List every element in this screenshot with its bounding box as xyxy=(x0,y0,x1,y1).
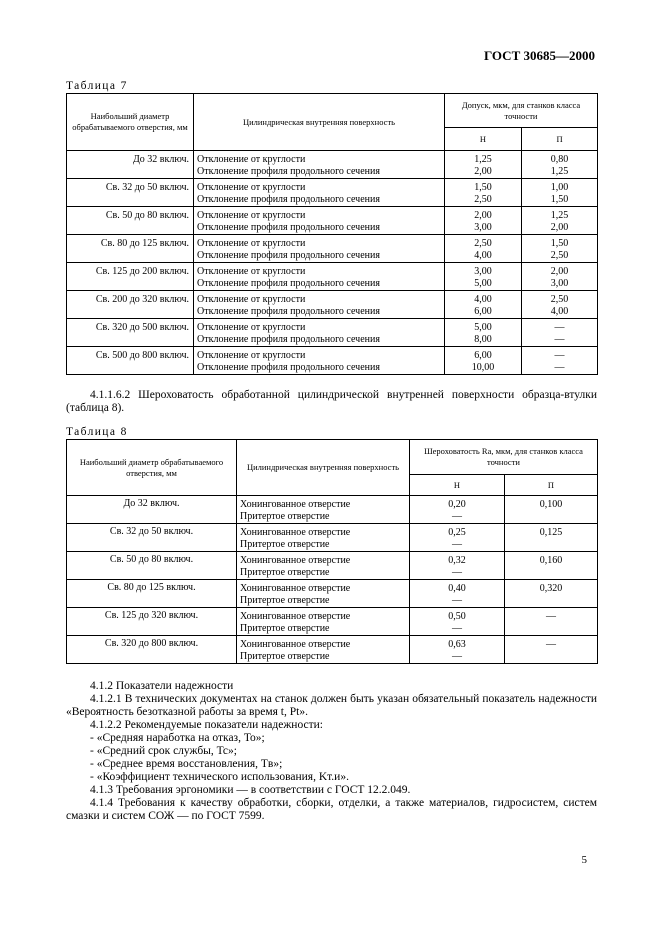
surface-line: Хонингованное отверстие xyxy=(240,639,351,650)
surface-line: Хонингованное отверстие xyxy=(240,611,351,622)
surface-line: Хонингованное отверстие xyxy=(240,555,351,566)
indicator-item: - «Средний срок службы, Tc»; xyxy=(90,745,237,757)
class-p-value xyxy=(522,319,598,347)
table-row xyxy=(67,263,598,291)
table7-head-tolerance: Допуск, мкм, для станков класса точности xyxy=(445,94,598,128)
class-p-value xyxy=(522,291,598,319)
diameter-cell: Св. 50 до 80 включ. xyxy=(67,552,237,580)
surface-line: Отклонение профиля продольного сечения xyxy=(197,362,380,373)
table8-caption: Таблица 8 xyxy=(66,426,128,438)
class-h-value xyxy=(445,151,522,179)
surface-line: Отклонение профиля продольного сечения xyxy=(197,250,380,261)
value-line: — xyxy=(452,651,462,662)
surface-line: Отклонение профиля продольного сечения xyxy=(197,278,380,289)
surface-line: Притертое отверстие xyxy=(240,623,330,634)
value-line: 2,50 xyxy=(550,250,569,261)
class-p-value xyxy=(522,263,598,291)
value-line: — xyxy=(554,362,565,373)
table-row xyxy=(67,291,598,319)
value-line: 1,50 xyxy=(550,194,569,205)
diameter-cell: Св. 80 до 125 включ. xyxy=(67,580,237,608)
surface-cell xyxy=(237,636,410,664)
table8 xyxy=(66,439,598,664)
class-h-value xyxy=(445,291,522,319)
value-line: — xyxy=(452,539,462,550)
surface-line: Отклонение от круглости xyxy=(197,210,306,221)
value-line: 0,80 xyxy=(550,154,569,165)
value-line: — xyxy=(554,322,565,333)
table7-head-diameter: Наибольший диаметр обрабатываемого отверстия, мм xyxy=(67,94,194,151)
diameter-cell: Св. 500 до 800 включ. xyxy=(67,347,194,375)
class-h-value xyxy=(410,636,505,664)
value-line: 2,00 xyxy=(550,266,569,277)
value-line: — xyxy=(452,567,462,578)
surface-cell xyxy=(194,207,445,235)
indicator-item: - «Коэффициент технического использования, Kт.и». xyxy=(90,771,349,783)
diameter-cell: До 32 включ. xyxy=(67,151,194,179)
surface-line: Притертое отверстие xyxy=(240,651,330,662)
class-p-value xyxy=(522,179,598,207)
surface-line: Отклонение от круглости xyxy=(197,294,306,305)
surface-cell xyxy=(237,496,410,524)
value-line: 0,63 xyxy=(448,639,466,650)
value-line: 4,00 xyxy=(550,306,569,317)
section-4-1-2: 4.1.2 Показатели надежности xyxy=(90,680,234,692)
indicator-item: - «Среднее время восстановления, Tв»; xyxy=(90,758,283,770)
surface-cell xyxy=(237,524,410,552)
table7 xyxy=(66,93,598,375)
table8-head-class-h: Н xyxy=(410,475,505,496)
surface-cell xyxy=(194,263,445,291)
value-line: 5,00 xyxy=(474,278,492,289)
class-h-value xyxy=(410,580,505,608)
value-line: — xyxy=(554,334,565,345)
diameter-cell: Св. 125 до 200 включ. xyxy=(67,263,194,291)
value-line: 4,00 xyxy=(474,250,492,261)
class-p-value xyxy=(522,347,598,375)
value-line: 1,25 xyxy=(550,210,569,221)
value-line: 4,00 xyxy=(474,294,492,305)
diameter-cell: До 32 включ. xyxy=(67,496,237,524)
class-h-value xyxy=(445,235,522,263)
class-p-value: 0,320 xyxy=(505,580,598,608)
value-line: 2,00 xyxy=(474,210,492,221)
value-line: 1,25 xyxy=(474,154,492,165)
value-line: — xyxy=(452,595,462,606)
diameter-cell: Св. 200 до 320 включ. xyxy=(67,291,194,319)
value-line: 5,00 xyxy=(474,322,492,333)
class-p-value: 0,125 xyxy=(505,524,598,552)
value-line: 1,50 xyxy=(550,238,569,249)
table8-head-diameter: Наибольший диаметр обрабатываемого отверстия, мм xyxy=(67,440,237,496)
surface-cell xyxy=(194,319,445,347)
value-line: 1,50 xyxy=(474,182,492,193)
section-4-1-2-2: 4.1.2.2 Рекомендуемые показатели надежности: xyxy=(90,719,323,731)
surface-line: Притертое отверстие xyxy=(240,511,330,522)
value-line: 10,00 xyxy=(471,362,495,373)
page-number: 5 xyxy=(581,854,587,866)
table-row xyxy=(67,524,598,552)
indicator-item: - «Средняя наработка на отказ, To»; xyxy=(90,732,265,744)
value-line: 1,25 xyxy=(550,166,569,177)
surface-line: Отклонение профиля продольного сечения xyxy=(197,306,380,317)
table8-head-surface: Цилиндрическая внутренняя поверхность xyxy=(237,440,410,496)
surface-cell xyxy=(237,552,410,580)
value-line: 3,00 xyxy=(474,222,492,233)
table-row xyxy=(67,151,598,179)
table-row xyxy=(67,347,598,375)
standard-header: ГОСТ 30685—2000 xyxy=(483,48,595,63)
section-4-1-2-1: 4.1.2.1 В технических документах на станок должен быть указан обязательный показатель надежности «Вероятность безотказной работы за время t, Pt». xyxy=(66,693,597,718)
class-h-value xyxy=(445,207,522,235)
class-h-value xyxy=(410,524,505,552)
value-line: — xyxy=(452,623,462,634)
class-h-value xyxy=(445,263,522,291)
value-line: 2,50 xyxy=(474,238,492,249)
roughness-paragraph: 4.1.1.6.2 Шероховатость обработанной цилиндрической внутренней поверхности образца-втулки (таблица 8). xyxy=(66,389,597,414)
value-line: — xyxy=(554,350,565,361)
value-line: 0,32 xyxy=(448,555,466,566)
table-row xyxy=(67,580,598,608)
surface-line: Отклонение от круглости xyxy=(197,238,306,249)
surface-cell xyxy=(194,347,445,375)
table7-caption: Таблица 7 xyxy=(66,80,128,92)
value-line: 2,50 xyxy=(474,194,492,205)
value-line: 0,50 xyxy=(448,611,466,622)
diameter-cell: Св. 80 до 125 включ. xyxy=(67,235,194,263)
value-line: 6,00 xyxy=(474,350,492,361)
class-p-value xyxy=(522,151,598,179)
class-h-value xyxy=(410,552,505,580)
surface-line: Отклонение профиля продольного сечения xyxy=(197,166,380,177)
table-row xyxy=(67,608,598,636)
surface-cell xyxy=(194,235,445,263)
class-p-value: 0,160 xyxy=(505,552,598,580)
table-row xyxy=(67,496,598,524)
value-line: 0,40 xyxy=(448,583,466,594)
surface-cell xyxy=(237,608,410,636)
surface-cell xyxy=(194,179,445,207)
class-p-value: — xyxy=(505,636,598,664)
diameter-cell: Св. 32 до 50 включ. xyxy=(67,524,237,552)
value-line: 0,25 xyxy=(448,527,466,538)
table-row xyxy=(67,235,598,263)
class-p-value xyxy=(522,207,598,235)
value-line: 2,00 xyxy=(550,222,569,233)
surface-line: Притертое отверстие xyxy=(240,567,330,578)
diameter-cell: Св. 50 до 80 включ. xyxy=(67,207,194,235)
class-h-value xyxy=(445,179,522,207)
table8-head-class-p: П xyxy=(505,475,598,496)
diameter-cell: Св. 320 до 800 включ. xyxy=(67,636,237,664)
surface-line: Отклонение от круглости xyxy=(197,322,306,333)
class-h-value xyxy=(410,608,505,636)
class-p-value: — xyxy=(505,608,598,636)
table-row xyxy=(67,179,598,207)
class-h-value xyxy=(445,319,522,347)
class-p-value xyxy=(522,235,598,263)
class-p-value: 0,100 xyxy=(505,496,598,524)
table-row xyxy=(67,636,598,664)
diameter-cell: Св. 320 до 500 включ. xyxy=(67,319,194,347)
value-line: 1,00 xyxy=(550,182,569,193)
section-4-1-3: 4.1.3 Требования эргономики — в соответствии с ГОСТ 12.2.049. xyxy=(90,784,411,796)
table7-head-class-p: П xyxy=(522,128,598,151)
table-row xyxy=(67,319,598,347)
surface-line: Отклонение профиля продольного сечения xyxy=(197,194,380,205)
table8-head-roughness: Шероховатость Ra, мкм, для станков класса точности xyxy=(410,440,598,475)
surface-line: Отклонение от круглости xyxy=(197,266,306,277)
diameter-cell: Св. 32 до 50 включ. xyxy=(67,179,194,207)
value-line: 6,00 xyxy=(474,306,492,317)
value-line: 3,00 xyxy=(550,278,569,289)
table-row xyxy=(67,552,598,580)
surface-cell xyxy=(237,580,410,608)
diameter-cell: Св. 125 до 320 включ. xyxy=(67,608,237,636)
surface-line: Хонингованное отверстие xyxy=(240,499,351,510)
surface-cell xyxy=(194,151,445,179)
table-row xyxy=(67,207,598,235)
surface-line: Отклонение от круглости xyxy=(197,350,306,361)
class-h-value xyxy=(410,496,505,524)
reliability-section xyxy=(66,680,597,823)
value-line: 2,50 xyxy=(550,294,569,305)
section-4-1-4: 4.1.4 Требования к качеству обработки, сборки, отделки, а также материалов, гидросистем, систем смазки и систем СОЖ — по ГОСТ 7599. xyxy=(66,797,597,822)
surface-line: Хонингованное отверстие xyxy=(240,583,351,594)
surface-line: Притертое отверстие xyxy=(240,539,330,550)
value-line: 0,20 xyxy=(448,499,466,510)
surface-cell xyxy=(194,291,445,319)
value-line: 8,00 xyxy=(474,334,492,345)
surface-line: Отклонение от круглости xyxy=(197,182,306,193)
value-line: — xyxy=(452,511,462,522)
surface-line: Отклонение профиля продольного сечения xyxy=(197,334,380,345)
surface-line: Отклонение от круглости xyxy=(197,154,306,165)
class-h-value xyxy=(445,347,522,375)
table7-head-class-h: Н xyxy=(445,128,522,151)
surface-line: Притертое отверстие xyxy=(240,595,330,606)
value-line: 3,00 xyxy=(474,266,492,277)
value-line: 2,00 xyxy=(474,166,492,177)
surface-line: Отклонение профиля продольного сечения xyxy=(197,222,380,233)
table7-head-surface: Цилиндрическая внутренняя поверхность xyxy=(194,94,445,151)
surface-line: Хонингованное отверстие xyxy=(240,527,351,538)
